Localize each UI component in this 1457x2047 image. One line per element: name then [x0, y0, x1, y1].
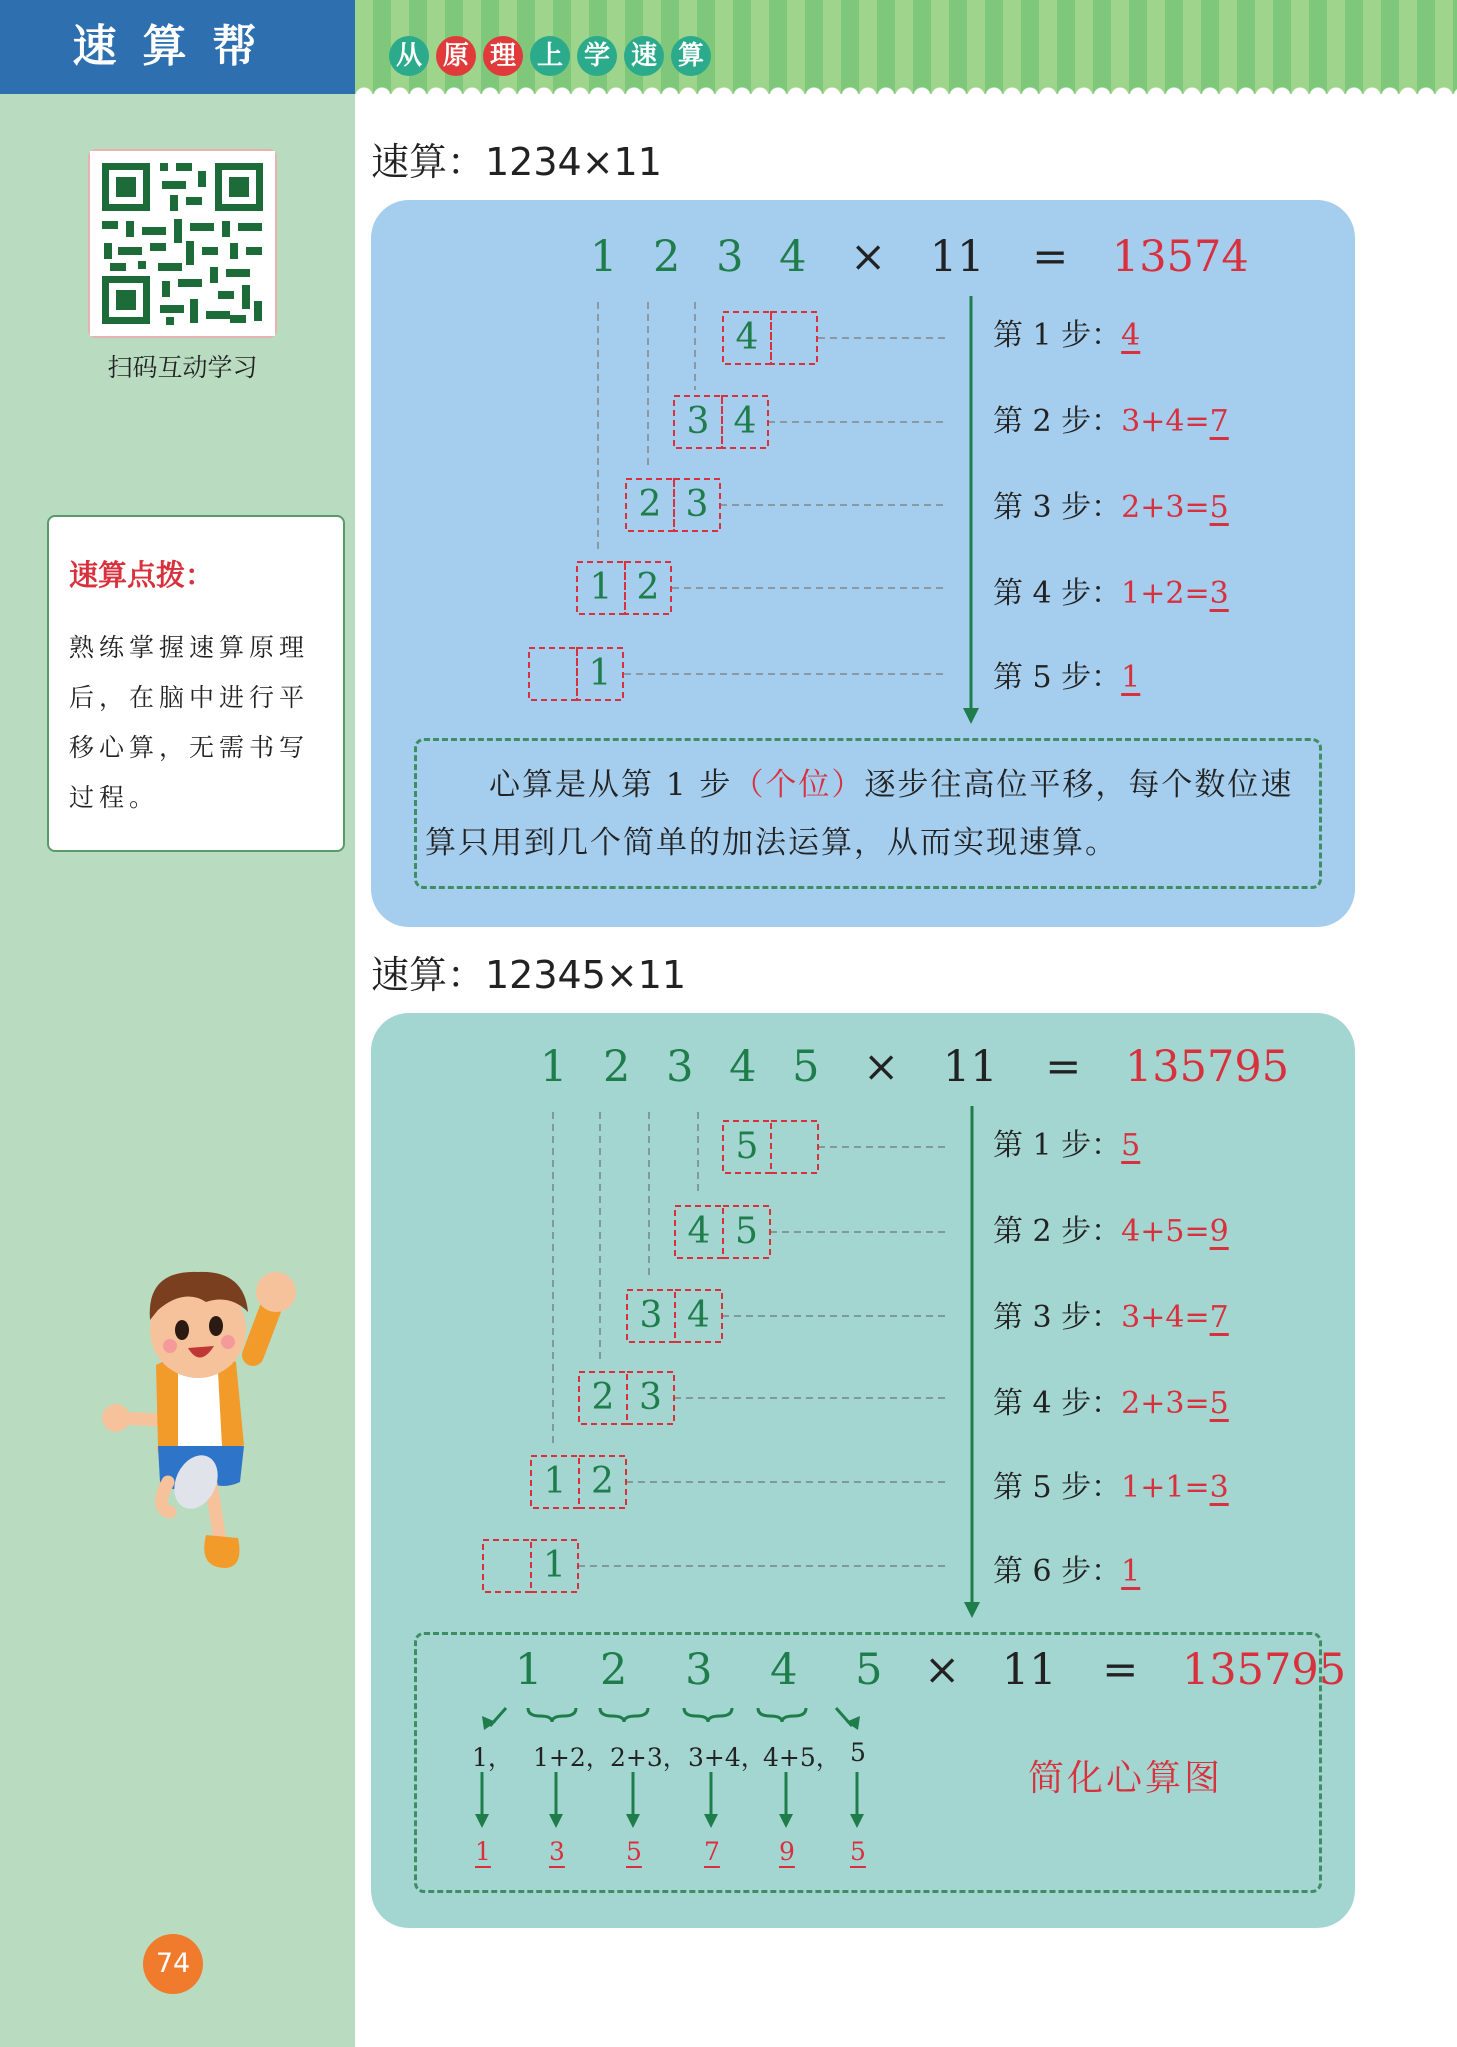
arrow-head	[626, 1814, 640, 1828]
result-digit: 9	[779, 1837, 795, 1866]
partial-sum: 3+4，	[688, 1743, 766, 1772]
eq-digit: 2	[653, 232, 681, 282]
step-label: 第 3 步：	[993, 1300, 1122, 1335]
eq-digit: 4	[770, 1645, 798, 1695]
page-number: 74	[143, 1934, 203, 1994]
box-digit: 3	[639, 1295, 663, 1336]
step-value: 5	[1209, 1386, 1229, 1421]
slogan-char: 学	[577, 36, 617, 76]
arrow-head	[704, 1814, 718, 1828]
partial-sum: 5	[850, 1738, 866, 1767]
slogan-char: 理	[483, 36, 523, 76]
step-label: 第 2 步：	[993, 404, 1122, 439]
eq-digit: 2	[603, 1042, 631, 1092]
brace	[528, 1708, 576, 1722]
step-value: 9	[1209, 1214, 1229, 1249]
arrow-head	[846, 1716, 860, 1730]
tip-title: 速算点拨：	[69, 558, 215, 592]
box-digit: 3	[639, 1377, 662, 1418]
step-value: 1	[1121, 1554, 1141, 1589]
eq-digit: 1	[590, 232, 618, 282]
arrow-head	[850, 1814, 864, 1828]
eq-digit: 2	[600, 1645, 628, 1695]
step-expr: 2+3=	[1121, 1386, 1210, 1421]
eq-digit: 1	[540, 1042, 568, 1092]
partial-sum: 4+5，	[763, 1743, 841, 1772]
eq-result: 13574	[1111, 232, 1249, 282]
step-expr: 2+3=	[1121, 490, 1210, 525]
brace	[684, 1708, 732, 1722]
step-expr: 1+2=	[1121, 576, 1210, 611]
slogan-char: 从	[389, 36, 429, 76]
eq-multiplier: 11	[942, 1042, 998, 1092]
step-value: 7	[1209, 1300, 1229, 1335]
box-digit: 2	[638, 484, 662, 525]
step-label: 第 6 步：	[993, 1554, 1122, 1589]
step-label: 第 1 步：	[993, 1128, 1122, 1163]
step-expr: 1+1=	[1121, 1470, 1210, 1505]
eq-digit: 1	[515, 1645, 543, 1695]
arrow-head	[482, 1716, 496, 1730]
step-label: 第 4 步：	[993, 1386, 1122, 1421]
arrow-head	[549, 1814, 563, 1828]
partial-sum: 2+3，	[610, 1743, 688, 1772]
eq-multiplier: 11	[929, 232, 985, 282]
simplified-caption: 简化心算图	[1028, 1758, 1224, 1799]
eq-digit: 5	[792, 1042, 820, 1092]
partial-sum: 1+2，	[533, 1743, 611, 1772]
step-value: 5	[1209, 490, 1229, 525]
brace	[758, 1708, 806, 1722]
eq-times: ×	[924, 1645, 961, 1695]
step-value: 5	[1121, 1128, 1141, 1163]
box-digit: 4	[735, 317, 759, 358]
brace	[600, 1708, 648, 1722]
slogan-char: 上	[530, 36, 570, 76]
step-expr: 4+5=	[1121, 1214, 1210, 1249]
step-expr: 3+4=	[1121, 1300, 1210, 1335]
result-digit: 3	[549, 1837, 565, 1866]
note-after: 逐步往高位平移，每个数位速算只用到几个简单的加法运算，从而实现速算。	[425, 767, 1294, 861]
box-digit: 5	[735, 1211, 758, 1252]
step-value: 7	[1209, 404, 1229, 439]
step-label: 第 2 步：	[993, 1214, 1122, 1249]
note-before: 心算是从第 1 步	[489, 767, 733, 803]
step-value: 1	[1121, 660, 1141, 695]
step-label: 第 3 步：	[993, 490, 1122, 525]
slogan-char: 速	[624, 36, 664, 76]
eq-times: ×	[863, 1042, 900, 1092]
box-digit: 2	[591, 1461, 614, 1502]
result-digit: 1	[475, 1837, 491, 1866]
box-digit: 1	[589, 567, 613, 608]
eq-multiplier: 11	[1001, 1645, 1057, 1695]
box-digit: 2	[636, 567, 660, 608]
step-value: 4	[1121, 318, 1141, 353]
box-digit: 1	[543, 1461, 567, 1502]
box-digit: 3	[685, 484, 709, 525]
brand-title: 速算帮	[0, 0, 355, 94]
result-digit: 5	[850, 1837, 866, 1866]
arrow-head	[779, 1814, 793, 1828]
eq-equals: =	[1032, 232, 1069, 282]
eq-result: 135795	[1124, 1042, 1290, 1092]
eq-digit: 3	[685, 1645, 713, 1695]
section2-title: 速算：12345×11	[371, 953, 687, 997]
box-digit: 4	[733, 401, 757, 442]
step-label: 第 4 步：	[993, 576, 1122, 611]
eq-equals: =	[1102, 1645, 1139, 1695]
step-value: 3	[1209, 1470, 1229, 1505]
result-digit: 7	[704, 1837, 720, 1866]
eq-equals: =	[1045, 1042, 1082, 1092]
qr-caption: 扫码互动学习	[107, 353, 258, 382]
eq-times: ×	[850, 232, 887, 282]
section1-title: 速算：1234×11	[371, 140, 662, 184]
tip-text: 熟练掌握速算原理后，在脑中进行平移心算，无需书写过程。	[69, 633, 310, 812]
eq-digit: 3	[666, 1042, 694, 1092]
slogan-char: 算	[671, 36, 711, 76]
eq-result: 135795	[1181, 1645, 1347, 1695]
slogan-char: 原	[436, 36, 476, 76]
eq-digit: 5	[855, 1645, 883, 1695]
result-digit: 5	[626, 1837, 642, 1866]
box-digit: 4	[687, 1211, 711, 1252]
note-highlight: （个位）	[732, 767, 865, 803]
box-digit: 1	[588, 653, 612, 694]
eq-digit: 3	[716, 232, 744, 282]
arrow-head	[475, 1814, 489, 1828]
eq-digit: 4	[779, 232, 807, 282]
step-expr: 3+4=	[1121, 404, 1210, 439]
box-digit: 5	[735, 1126, 759, 1167]
box-digit: 2	[591, 1377, 615, 1418]
step-value: 3	[1209, 576, 1229, 611]
box-digit: 4	[687, 1295, 710, 1336]
partial-sum: 1，	[472, 1743, 513, 1772]
step-label: 第 5 步：	[993, 1470, 1122, 1505]
step-label: 第 1 步：	[993, 318, 1122, 353]
box-digit: 3	[686, 401, 710, 442]
eq-digit: 4	[729, 1042, 757, 1092]
step-label: 第 5 步：	[993, 660, 1122, 695]
box-digit: 1	[543, 1545, 566, 1586]
